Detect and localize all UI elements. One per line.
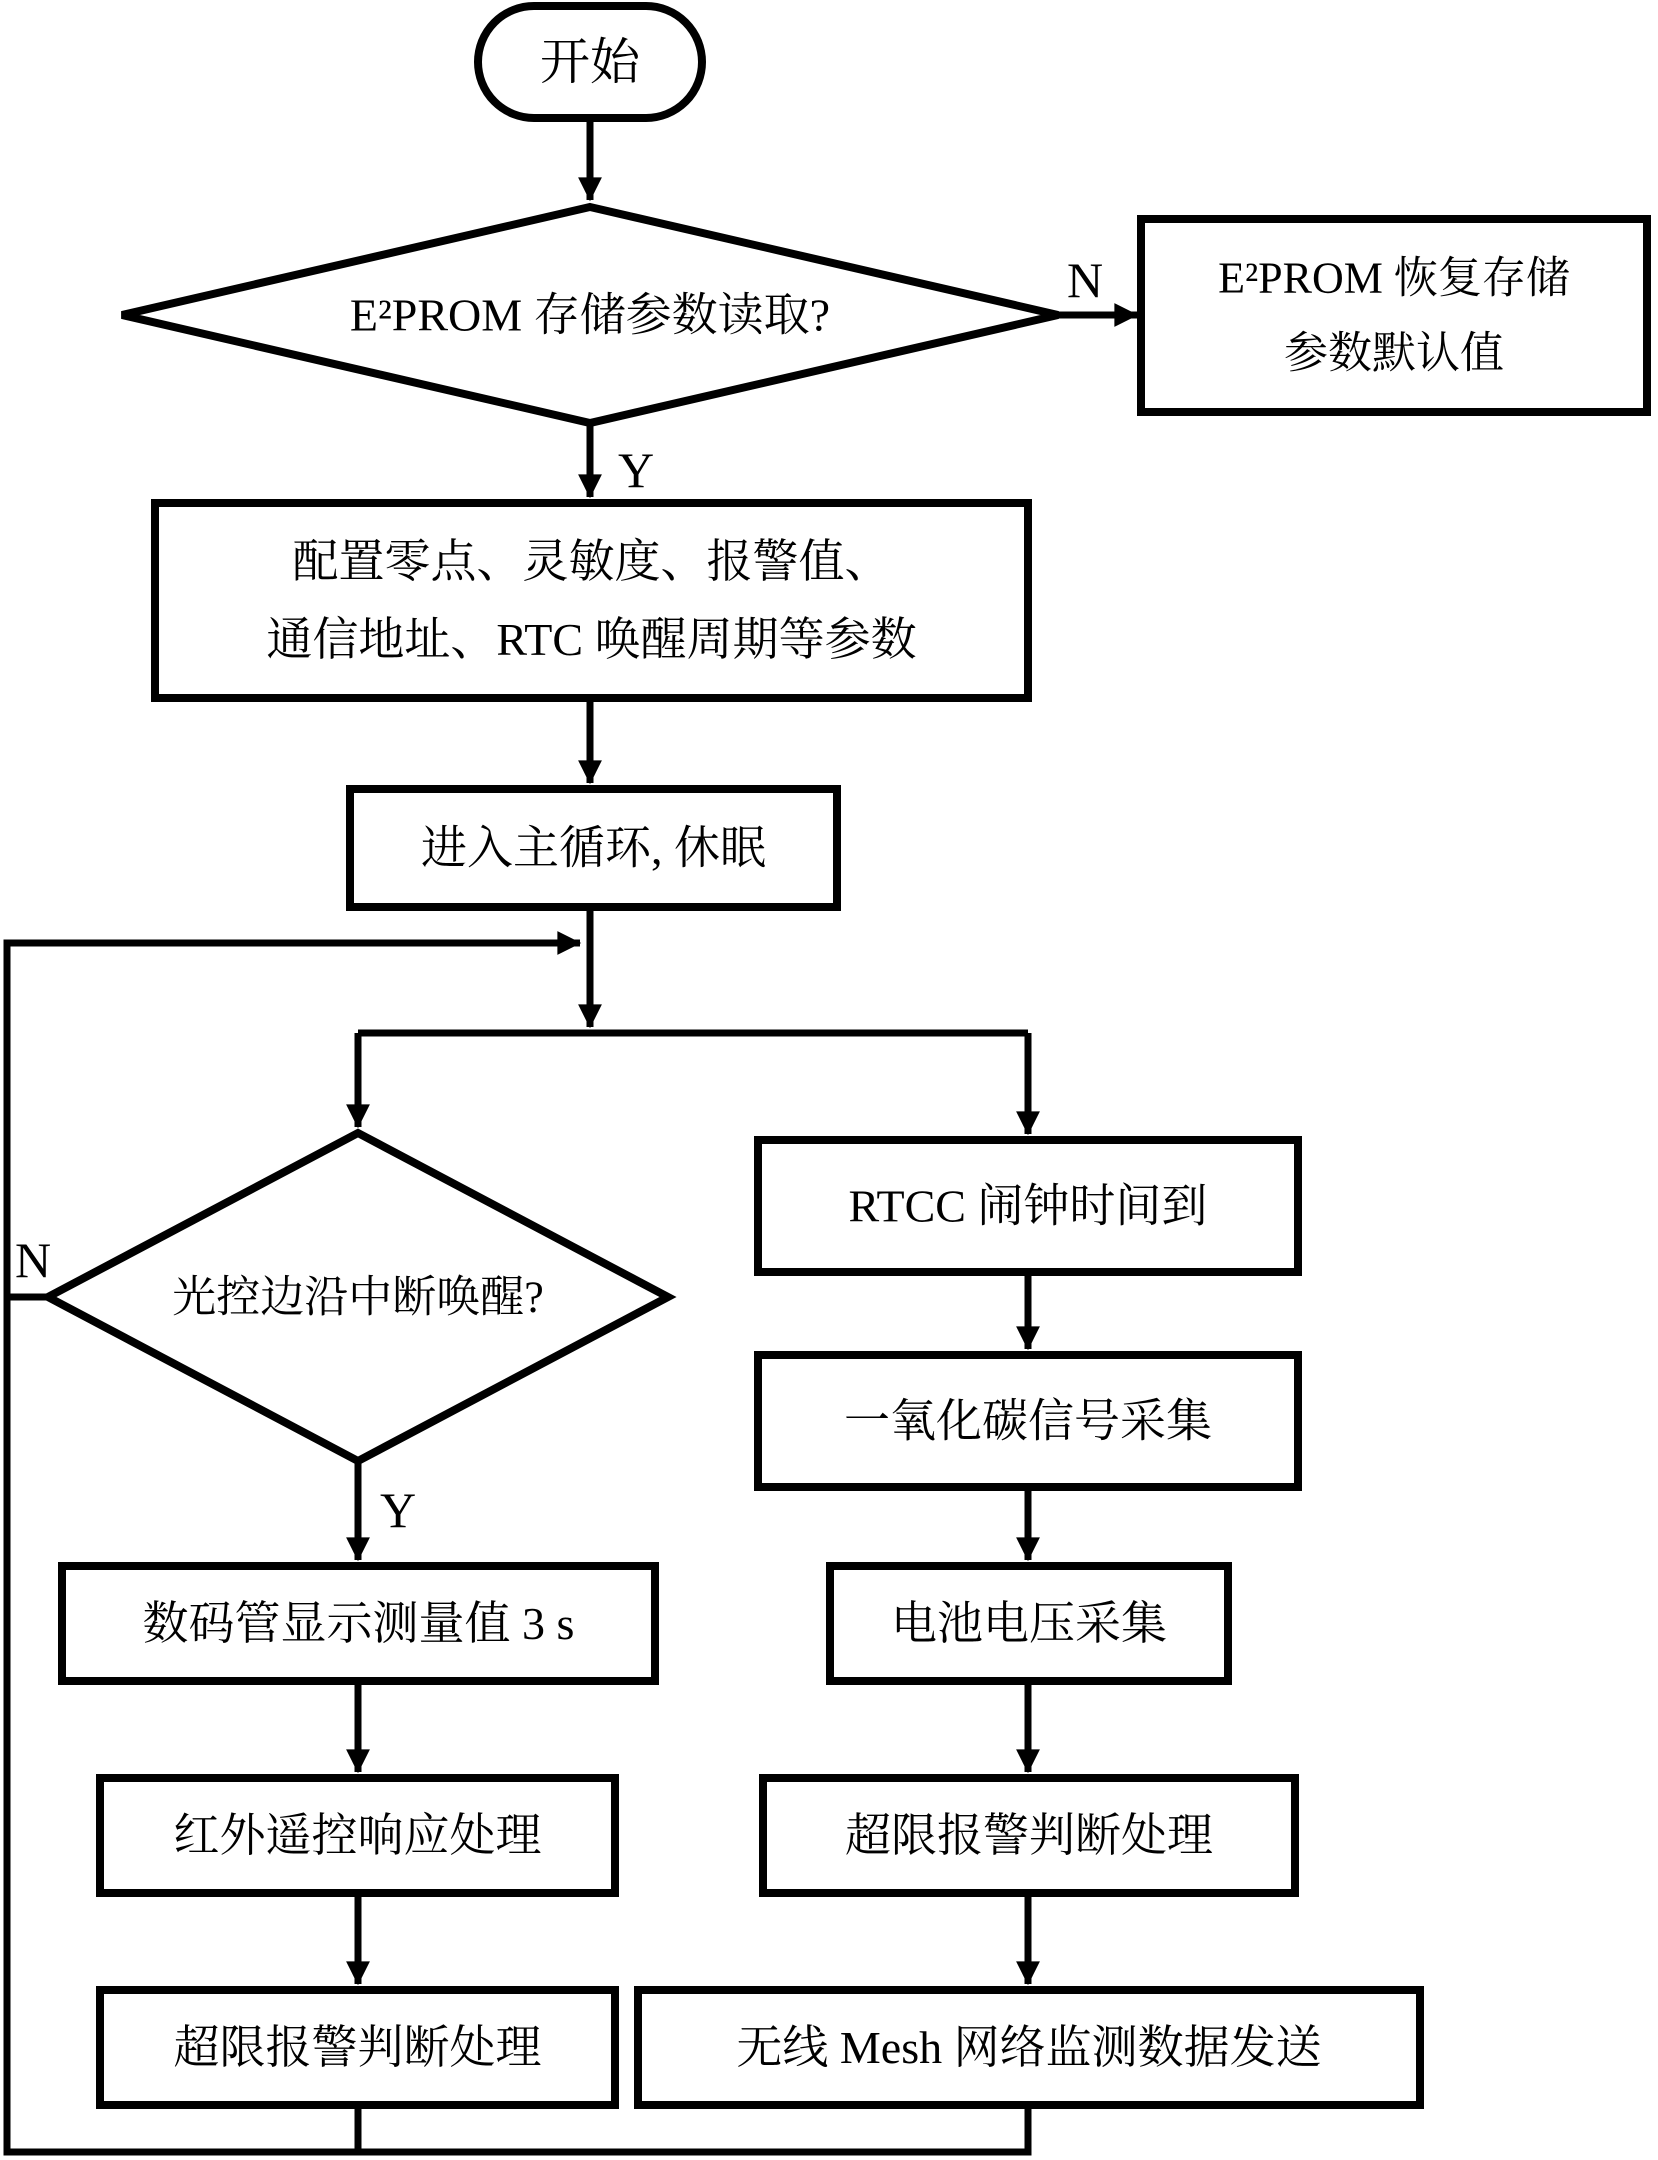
node-restore-defaults — [1141, 219, 1647, 412]
node-co-signal-sample-label: 一氧化碳信号采集 — [844, 1395, 1212, 1447]
node-limit-alarm-left-label: 超限报警判断处理 — [173, 2022, 542, 2073]
node-check-eeprom-label: E²PROM 存储参数读取? — [349, 289, 831, 341]
node-battery-voltage-sample-label: 电池电压采集 — [891, 1598, 1167, 1649]
node-start-label: 开始 — [540, 34, 640, 90]
node-config-params-label: 配置零点、灵敏度、报警值、 — [292, 535, 891, 587]
branch-label-eeprom-y: Y — [617, 442, 655, 498]
node-restore-defaults-label: 参数默认值 — [1284, 328, 1504, 378]
node-config-params-label: 通信地址、RTC 唤醒周期等参数 — [266, 614, 917, 666]
branch-label-light-n: N — [14, 1232, 52, 1288]
branch-label-eeprom-n: N — [1066, 252, 1104, 308]
node-limit-alarm-right-label: 超限报警判断处理 — [845, 1810, 1213, 1861]
node-restore-defaults-label: E²PROM 恢复存储 — [1218, 253, 1570, 303]
node-check-light-wake-label: 光控边沿中断唤醒? — [172, 1272, 544, 1322]
node-display-measure-3s-label: 数码管显示测量值 3 s — [142, 1598, 575, 1649]
node-ir-remote-response-label: 红外遥控响应处理 — [173, 1810, 542, 1861]
node-main-loop-label: 进入主循环, 休眠 — [421, 822, 766, 874]
node-mesh-data-send-label: 无线 Mesh 网络监测数据发送 — [736, 2022, 1322, 2073]
branch-label-light-y: Y — [379, 1482, 417, 1538]
node-config-params — [155, 503, 1028, 698]
node-rtcc-alarm-label: RTCC 闹钟时间到 — [848, 1180, 1208, 1232]
edge-loop-return — [7, 943, 1028, 2152]
